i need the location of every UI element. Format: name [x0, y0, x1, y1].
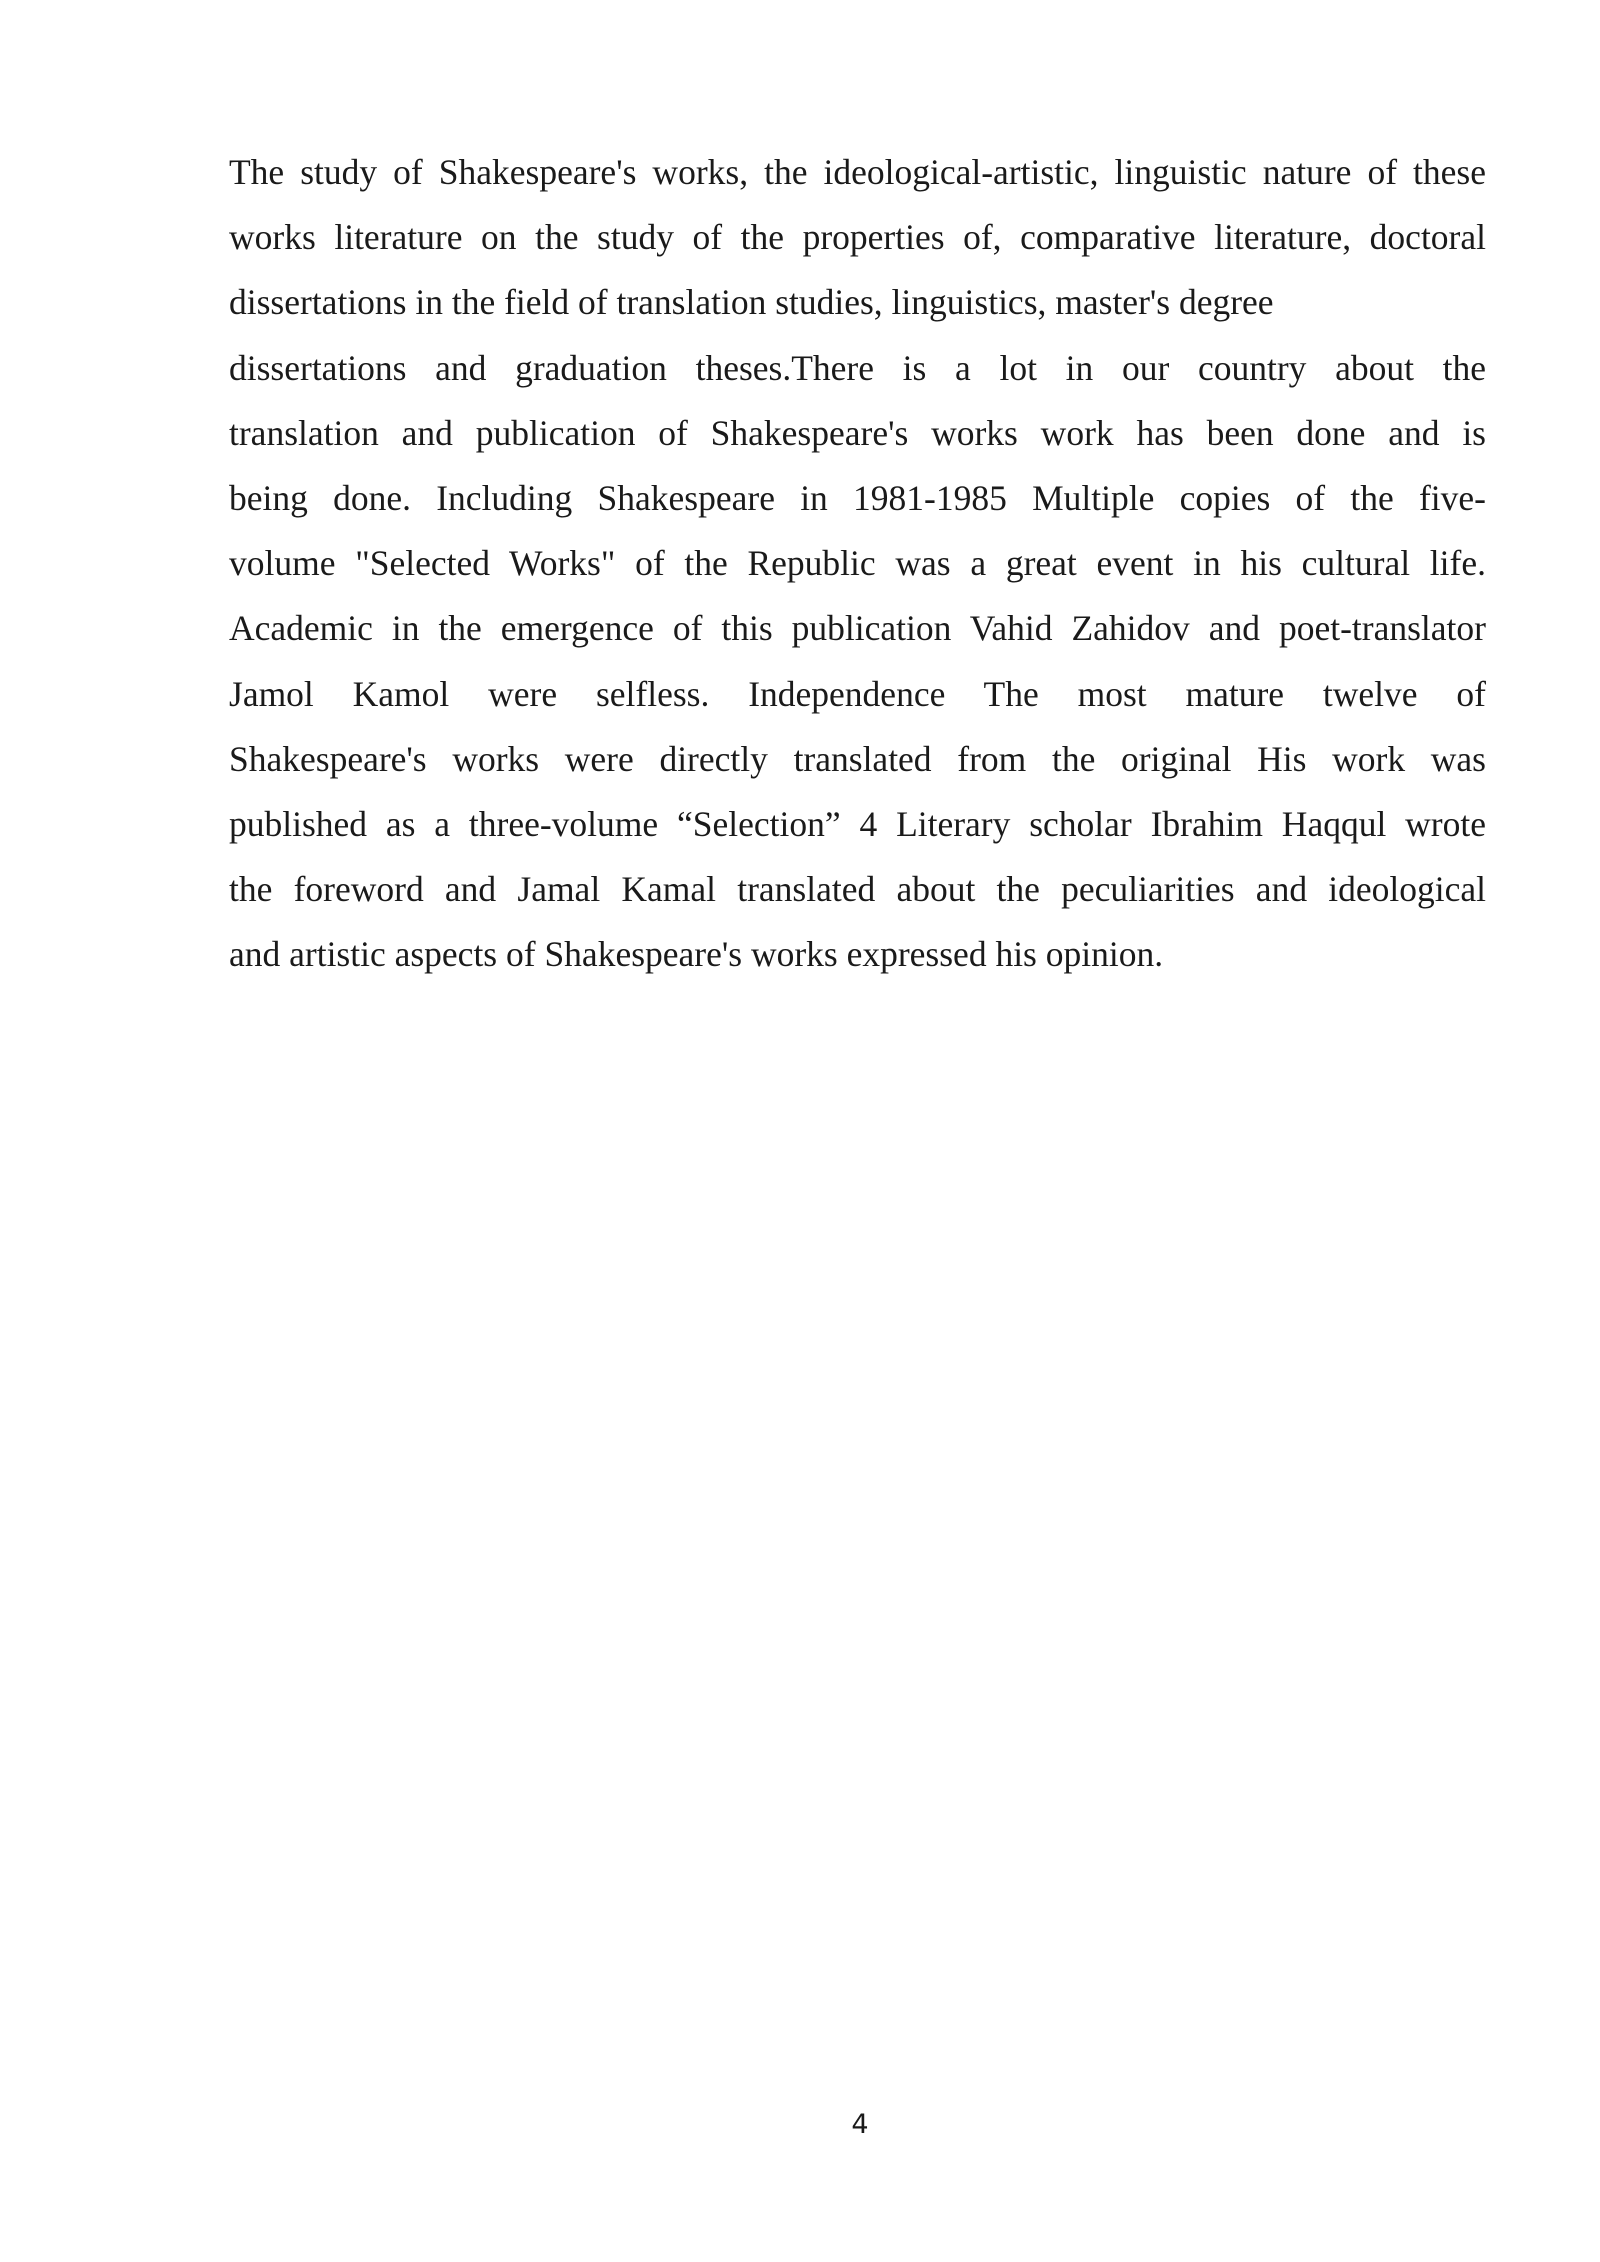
page-number: 4: [851, 2109, 869, 2140]
paragraph-line: the foreword and Jamal Kamal translated about the peculiarities and ideological: [229, 869, 1486, 910]
paragraph-line: Academic in the emergence of this publication Vahid Zahidov and poet-translator: [229, 608, 1486, 649]
paragraph-line: dissertations in the field of translation studies, linguistics, master's degree: [229, 282, 1274, 323]
paragraph-line: The study of Shakespeare's works, the ideological-artistic, linguistic nature of these: [229, 152, 1486, 192]
paragraph-line: published as a three-volume “Selection” 4 Literary scholar Ibrahim Haqqul wrote: [229, 803, 1486, 844]
paragraph-line: volume "Selected Works" of the Republic was a great event in his cultural life.: [229, 543, 1486, 584]
paragraph-line: Jamol Kamol were selfless. Independence The most mature twelve of: [229, 673, 1486, 714]
paragraph-line: works literature on the study of the properties of, comparative literature, doctoral: [229, 217, 1486, 258]
paragraph-line: dissertations and graduation theses.There is a lot in our country about the: [229, 347, 1486, 388]
paragraph-line: being done. Including Shakespeare in 1981-1985 Multiple copies of the five-: [229, 477, 1486, 518]
paragraph-line: translation and publication of Shakespeare's works work has been done and is: [229, 412, 1486, 453]
body-paragraph: [229, 140, 1486, 987]
paragraph-line: Shakespeare's works were directly translated from the original His work was: [229, 738, 1486, 779]
paragraph-line: and artistic aspects of Shakespeare's works expressed his opinion.: [229, 934, 1164, 975]
